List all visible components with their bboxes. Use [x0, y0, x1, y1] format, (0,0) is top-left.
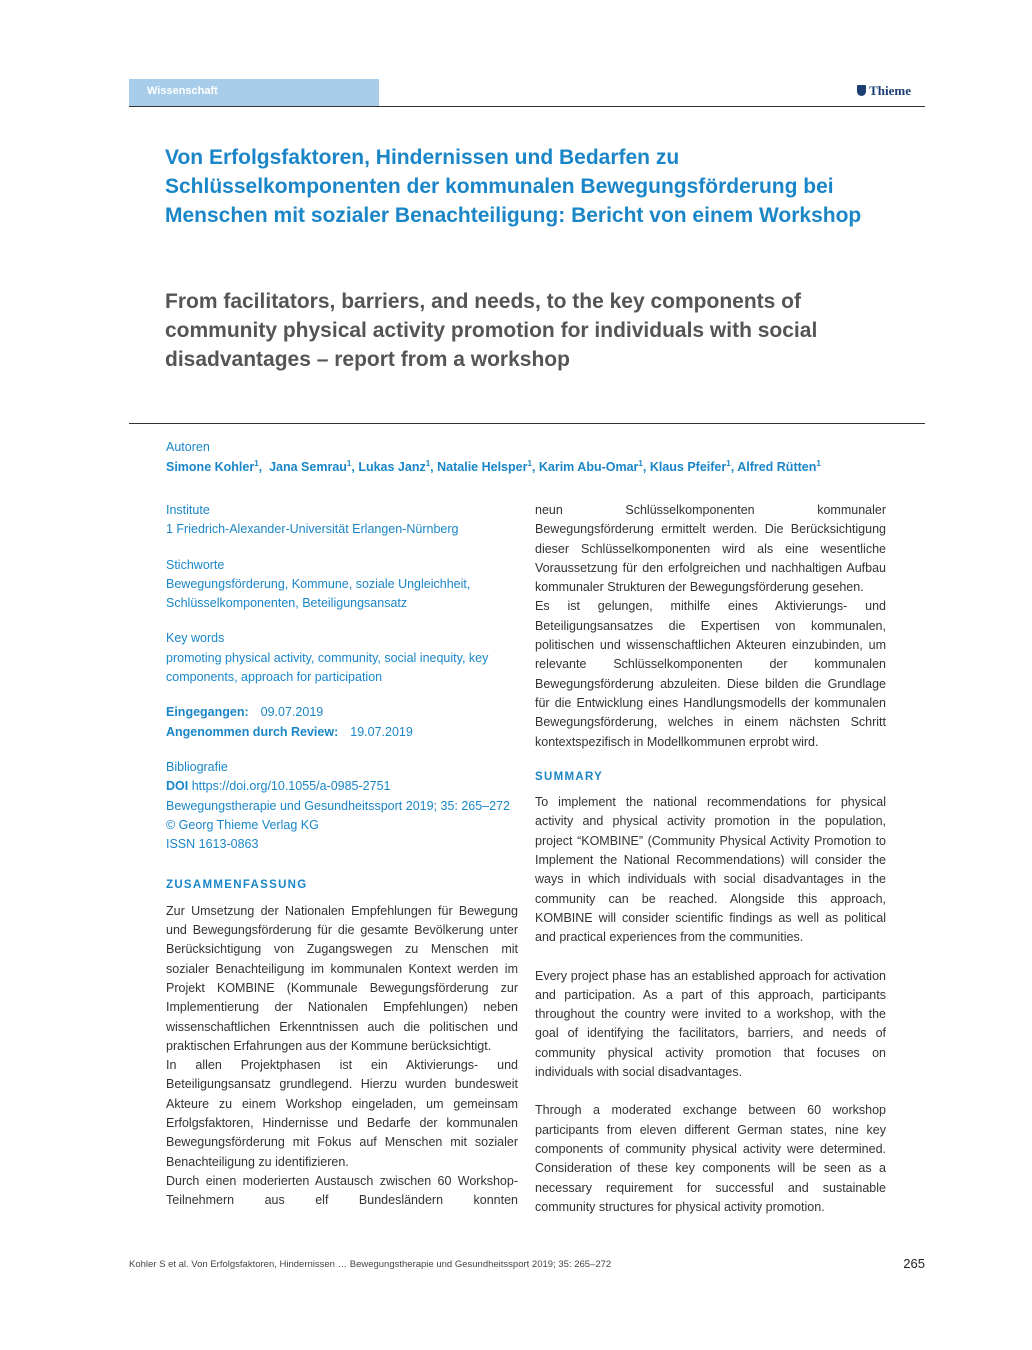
affiliation-marker: 1 [346, 459, 352, 468]
received-label: Eingegangen: [166, 705, 249, 720]
affiliation-marker: 1 [726, 459, 731, 468]
affiliation-marker: 1 [425, 459, 431, 468]
left-column [166, 501, 518, 1211]
keywords-en-label: Key words [166, 631, 225, 646]
received-date: 09.07.2019 [260, 705, 324, 720]
affiliation-marker: 1 [527, 459, 532, 468]
summary-paragraph: Through a moderated exchange between 60 workshop participants from eleven different German states, nine key components of community physical activity were determined. Consideration of these key components will be seen as a necessary requirement for successful and sustainable community structures for physical activity promotion. [535, 1103, 886, 1214]
author-name: Karim Abu-Omar [538, 460, 639, 475]
doi-link[interactable]: https://doi.org/10.1055/a-0985-2751 [191, 779, 391, 794]
author-name: Jana Semrau [269, 460, 347, 475]
bibliography-label: Bibliografie [166, 759, 228, 774]
institute-label: Institute [166, 503, 210, 517]
issn: ISSN 1613-0863 [166, 837, 259, 852]
zusammenfassung-heading: ZUSAMMENFASSUNG [166, 879, 308, 892]
summary-paragraph: Every project phase has an established approach for activation and participation. As a part of this approach, participants throughout the country were invited to a workshop, with the goal of identifying the facilitators, barriers, and needs of community physical activity promotion that focuses on individuals with social disadvantages. [535, 968, 886, 1080]
author-name: Simone Kohler [166, 460, 255, 475]
affiliation-marker: 1 [254, 459, 259, 468]
zusammenfassung-paragraph-cont: neun Schlüsselkomponenten kommunaler Bewegungsförderung ermittelt werden. Die Berücksichtigung dieser Schlüsselkomponenten wird als eine wesentliche Voraussetzung für den erfolgreichen und nachhaltigen Aufbau kommunaler Strukturen der Bewegungsförderung gesehen. [535, 503, 886, 595]
footer-citation: Kohler S et al. Von Erfolgsfaktoren, Hindernissen … Bewegungstherapie und Gesundheitssport 2019; 35: 265–272 [129, 1259, 612, 1270]
author-name: Natalie Helsper [437, 460, 528, 475]
title-divider [129, 423, 925, 424]
title-german: Von Erfolgsfaktoren, Hindernissen und Bedarfen zu Schlüsselkomponenten der kommunalen Bewegungsförderung bei Menschen mit sozialer Benachteiligung: Bericht von einem Workshop [165, 146, 862, 227]
keywords-en-block [166, 629, 518, 687]
keywords-de-value: Bewegungsförderung, Kommune, soziale Ungleichheit, Schlüsselkomponenten, Beteiligungsansatz [166, 576, 471, 611]
affiliation-marker: 1 [638, 459, 643, 468]
summary-heading: SUMMARY [535, 770, 604, 783]
title-english: From facilitators, barriers, and needs, to the key components of community physical activity promotion for individuals with social disadvantages – report from a workshop [165, 290, 818, 371]
publisher-name: Thieme [869, 83, 911, 98]
authors-label: Autoren [166, 440, 210, 454]
author-name: Alfred Rütten [737, 460, 817, 475]
dates-block [166, 703, 518, 742]
keywords-de-block [166, 556, 518, 614]
zusammenfassung-paragraph: Es ist gelungen, mithilfe eines Aktivierungs- und Beteiligungsansatzes die Expertisen von kommunalen, politischen und wissenschaftlichen Akteuren einzubinden, um relevante Schlüsselkomponenten der kommunalen Bewegungsförderung abzuleiten. Diese bilden die Grundlage für die Entwicklung eines Handlungsmodells der kommunalen Bewegungsförderung, welches in einem nächsten Schritt kontextspezifisch in Modellkommunen erprobt wird. [535, 599, 886, 749]
author-name: Lukas Janz [358, 460, 426, 475]
author-list: Simone Kohler$^1$, Jana Semrau$^1$, Lukas Janz$^1$, Natalie Helsper$^1$, Karim Abu-Omar$^1$, Klaus Pfeifer$^1$, Alfred Rütten$^1$ [166, 459, 821, 475]
zusammenfassung-paragraph: In allen Projektphasen ist ein Aktivierungs- und Beteiligungsansatz grundlegend. Hierzu wurden bundesweit Akteure zu einem Workshop eingeladen, um gemeinsam Erfolgsfaktoren, Hindernisse und Bedarfe der kommunalen Bewegungsförderung mit Fokus auf Menschen mit sozialer Benachteiligung zu identifizieren. [166, 1058, 518, 1169]
bibliography-block [166, 758, 518, 854]
doi-label: DOI [166, 779, 189, 794]
summary-paragraph: To implement the national recommendations for physical activity and physical activity promotion in the population, project “KOMBINE” (Community Physical Activity Promotion to Implement the National Recommendations) will consider the ways in which individuals with social disadvantages in the community can be reached. Alongside this approach, KOMBINE will consider scientific findings as well as political and practical experiences from the communities. [535, 795, 886, 945]
section-tag: Wissenschaft [129, 79, 379, 106]
publisher-logo [857, 83, 911, 99]
keywords-en-value: promoting physical activity, community, social inequity, key components, approach for participation [166, 650, 489, 685]
copyright: © Georg Thieme Verlag KG [166, 817, 319, 832]
affiliation-marker: 1 [816, 459, 821, 468]
zusammenfassung-paragraph: Durch einen moderierten Austausch zwischen 60 Workshop-Teilnehmern aus elf Bundesländern konnten [166, 1173, 518, 1208]
zusammenfassung-paragraph: Zur Umsetzung der Nationalen Empfehlungen für Bewegung und Bewegungsförderung für die gesamte Bevölkerung unter Berücksichtigung von Zugangswegen zu Menschen mit sozialer Benachteiligung im kommunalen Kontext werden im Projekt KOMBINE (Kommunale Bewegungsförderung zur Implementierung der Nationalen Empfehlungen) neben wissenschaftlichen Erkenntnissen auch die politischen und praktischen Erfahrungen aus der Kommune berücksichtigt. [166, 903, 518, 1053]
author-name: Klaus Pfeifer [649, 460, 727, 475]
accepted-date: 19.07.2019 [350, 724, 413, 739]
thieme-shield-icon [857, 85, 866, 96]
journal-citation: Bewegungstherapie und Gesundheitssport 2019; 35: 265–272 [166, 798, 511, 813]
institute-value: 1 Friedrich-Alexander-Universität Erlangen-Nürnberg [166, 522, 459, 537]
header-rule [129, 106, 925, 107]
keywords-de-label: Stichworte [166, 557, 225, 572]
right-column [535, 501, 886, 1217]
accepted-label: Angenommen durch Review: [166, 724, 339, 739]
institute-block [166, 501, 518, 540]
page-number: 265 [903, 1256, 925, 1271]
